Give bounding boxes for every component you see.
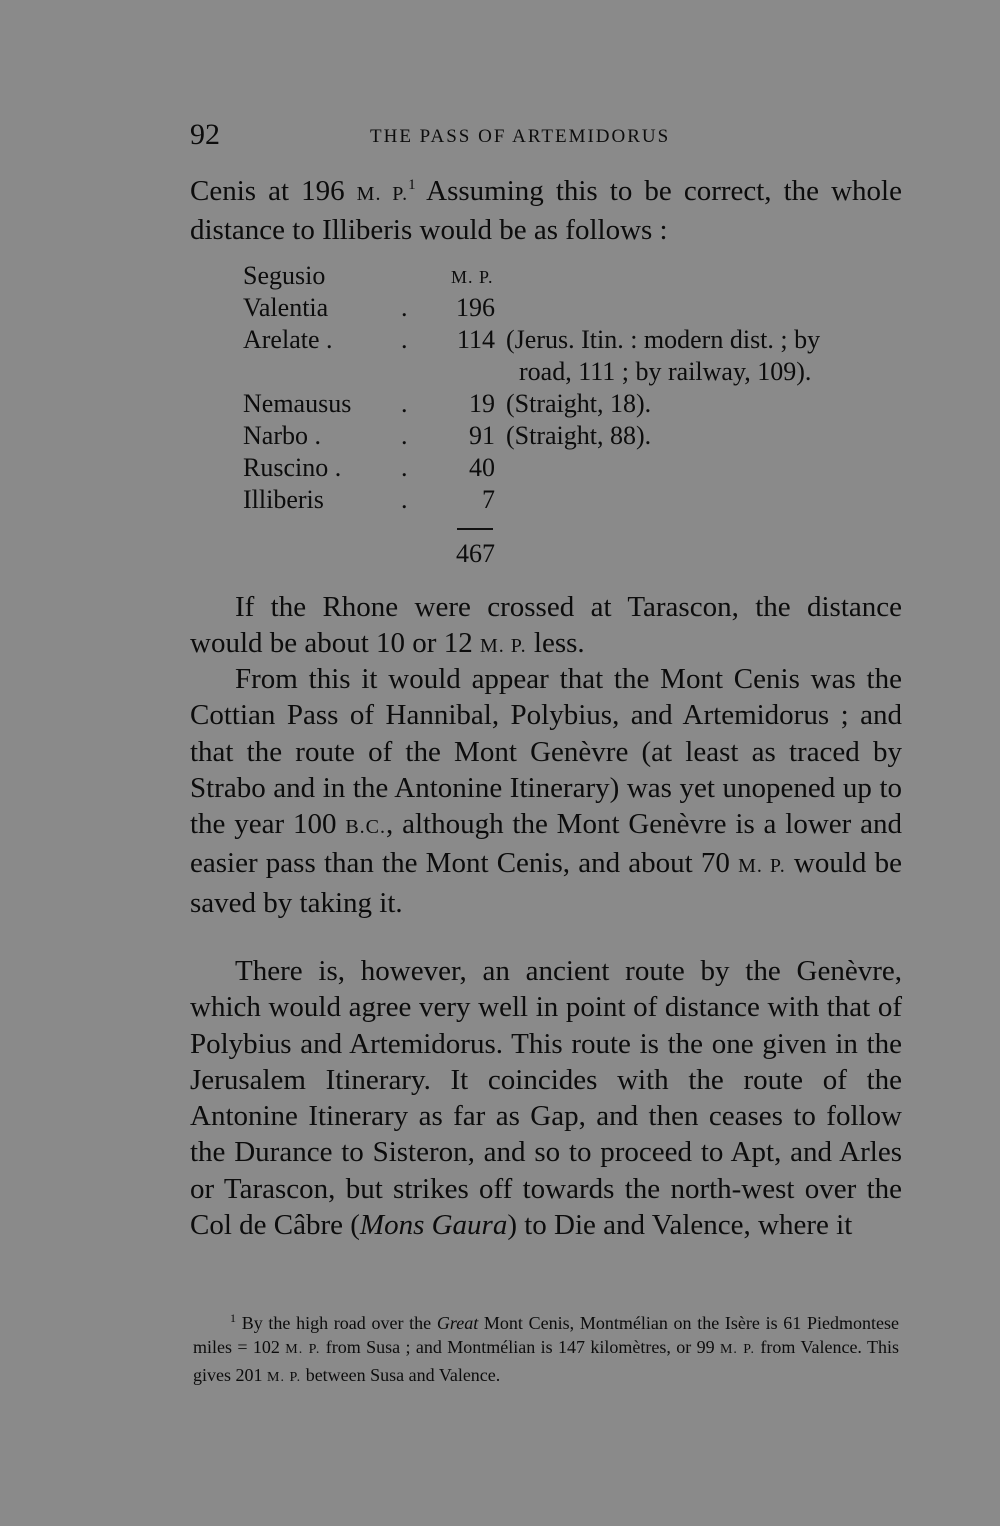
footnote-text: between Susa and Valence. bbox=[301, 1364, 501, 1385]
intro-text-after: Assuming this to be correct, the whole distance to Illiberis would be as follows : bbox=[190, 175, 902, 247]
distance-value: 40 bbox=[469, 453, 495, 482]
running-head bbox=[190, 118, 902, 158]
paragraph-text: , although the Mont Genèvre is a lower and easier pass than the Mont Cenis, and about 70 bbox=[190, 808, 902, 880]
paragraph-text: From this it would appear that the Mont Cenis was the Cottian Pass of Hannibal, Polybius, and Artemidorus ; and that the route of the Mont Genèvre (at least as traced by Strabo and in the Antonine Itinerary) was yet unopened up to the year 100 bbox=[190, 663, 902, 841]
mp-abbrev: M. P. bbox=[267, 1369, 302, 1385]
mp-abbrev: M. P. bbox=[719, 1342, 756, 1358]
footnote-marker: 1 bbox=[408, 177, 416, 193]
footnote bbox=[193, 1311, 899, 1390]
leader-dot: . bbox=[401, 485, 408, 514]
distance-value: 196 bbox=[456, 293, 495, 322]
paragraph-text: less. bbox=[526, 627, 585, 660]
page-number: 92 bbox=[190, 118, 220, 151]
footnote-text: from Susa ; and Montmélian is 147 kilomètres, or 99 bbox=[320, 1337, 720, 1358]
distance-total: 467 bbox=[456, 539, 495, 568]
distance-value: 114 bbox=[456, 325, 495, 354]
footnote-number: 1 bbox=[230, 1311, 236, 1325]
distance-note: (Jerus. Itin. : modern dist. ; by bbox=[506, 325, 821, 354]
total-rule bbox=[457, 528, 493, 530]
distance-value: 19 bbox=[469, 389, 495, 418]
leader-dot: . bbox=[401, 389, 408, 418]
mp-abbrev: M. P. bbox=[479, 635, 527, 658]
table-unit-header: M. P. bbox=[451, 267, 494, 287]
italic-word: Great bbox=[436, 1313, 479, 1333]
place-name: Ruscino . bbox=[243, 453, 342, 482]
distance-note: (Straight, 18). bbox=[506, 389, 652, 418]
leader-dot: . bbox=[401, 421, 408, 450]
place-name: Arelate . bbox=[243, 325, 333, 354]
leader-dot: . bbox=[401, 293, 408, 322]
distance-value: 91 bbox=[469, 421, 495, 450]
paragraph-text: ) to Die and Valence, where it bbox=[507, 1209, 853, 1242]
place-name: Valentia bbox=[243, 293, 329, 322]
paragraph-ancient-route bbox=[190, 953, 902, 1243]
paragraph-mont-cenis bbox=[190, 661, 902, 921]
place-name: Segusio bbox=[243, 261, 326, 290]
place-name: Nemausus bbox=[243, 389, 352, 418]
distance-note: (Straight, 88). bbox=[506, 421, 652, 450]
intro-mp-abbrev: M. P. bbox=[356, 183, 409, 205]
leader-dot: . bbox=[401, 453, 408, 482]
place-name: Narbo . bbox=[243, 421, 321, 450]
place-name: Illiberis bbox=[243, 485, 324, 514]
paragraph-rhone bbox=[190, 589, 902, 665]
distance-value: 7 bbox=[482, 485, 495, 514]
bc-abbrev: B.C. bbox=[345, 816, 387, 839]
footnote-text: from Valence. This gives 201 bbox=[193, 1337, 899, 1385]
leader-dot: . bbox=[401, 325, 408, 354]
distance-note-continued: road, 111 ; by railway, 109). bbox=[519, 357, 812, 386]
paragraph-text: would be saved by taking it. bbox=[190, 847, 902, 919]
paragraph-text: If the Rhone were crossed at Tarascon, the distance would be about 10 or 12 bbox=[190, 591, 902, 660]
intro-paragraph bbox=[190, 173, 902, 249]
footnote-text: Mont Cenis, Montmélian on the Isère is 61 Piedmontese miles = 102 bbox=[193, 1313, 899, 1358]
intro-text-before: Cenis at 196 bbox=[190, 175, 357, 207]
running-title: THE PASS OF ARTEMIDORUS bbox=[370, 126, 671, 147]
mp-abbrev: M. P. bbox=[738, 855, 786, 878]
footnote-text: By the high road over the bbox=[236, 1313, 437, 1333]
mp-abbrev: M. P. bbox=[285, 1342, 321, 1358]
paragraph-text: There is, however, an ancient route by the Genèvre, which would agree very well in point of distance with that of Polybius and Artemidorus. This route is the one given in the Jerusalem Itinerary. It coincides with the route of the Antonine Itinerary as far as Gap, and then ceases to follow the Durance to Sisteron, and so to proceed to Apt, and Arles or Tarascon, but strikes off towards the north-west over the Col de Câbre ( bbox=[190, 955, 902, 1242]
italic-place-name: Mons Gaura bbox=[359, 1209, 508, 1242]
